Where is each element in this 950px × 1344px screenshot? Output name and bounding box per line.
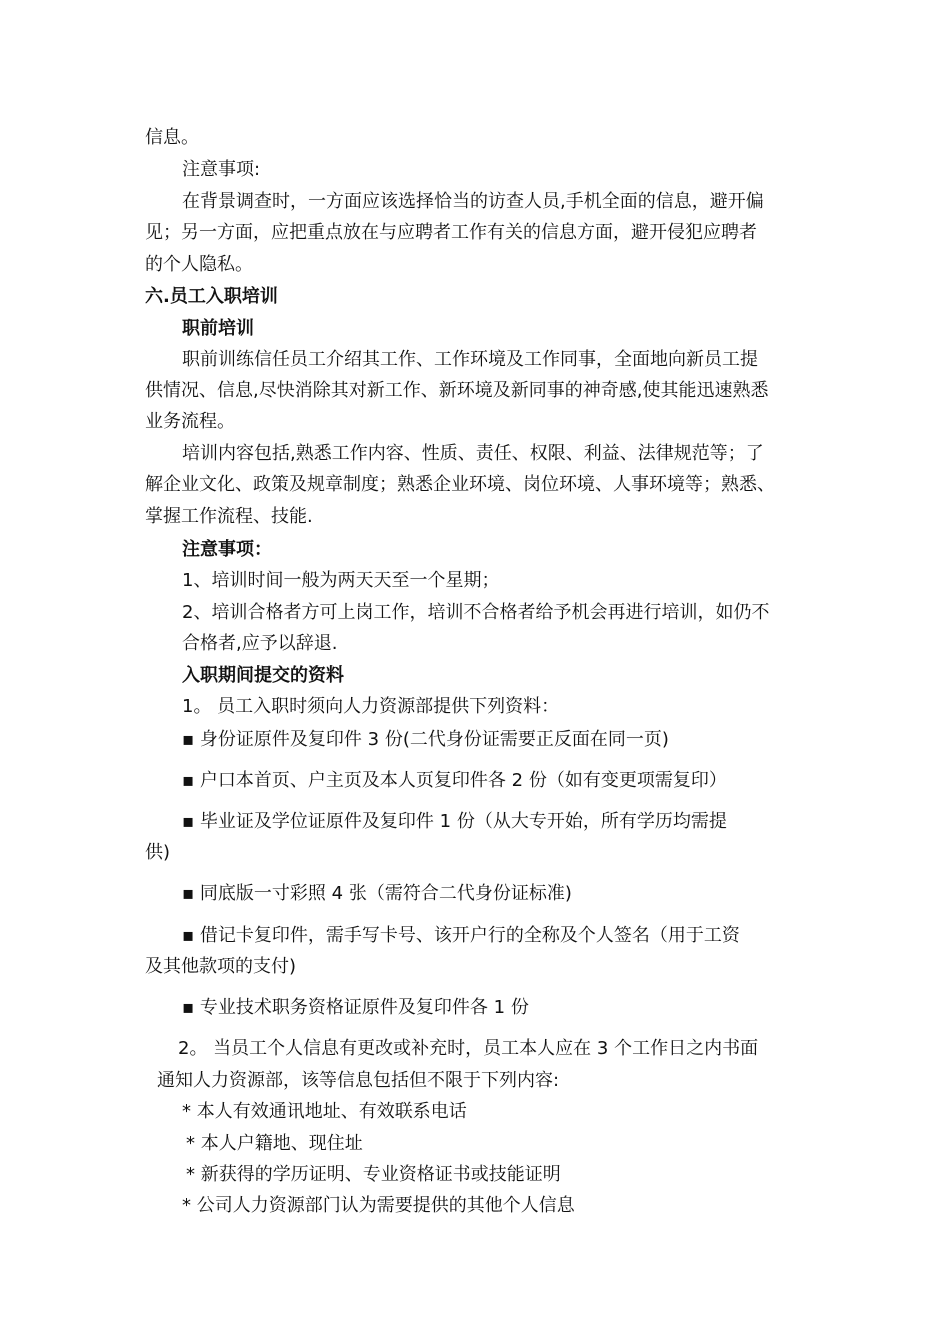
text-line: 培训内容包括,熟悉工作内容、性质、责任、权限、利益、法律规范等；了 xyxy=(182,443,764,464)
list-item: 1。 员工入职时须向人力资源部提供下列资料： xyxy=(182,696,560,717)
text-line: 通知人力资源部，该等信息包括但不限于下列内容: xyxy=(157,1070,560,1091)
section-heading: 六.员工入职培训 xyxy=(145,286,278,307)
text-line: 见；另一方面，应把重点放在与应聘者工作有关的信息方面，避开侵犯应聘者 xyxy=(145,222,757,243)
text-line: 供情况、信息,尽快消除其对新工作、新环境及新同事的神奇感,使其能迅速熟悉 xyxy=(145,380,769,401)
bullet-item: ▪ 同底版一寸彩照 4 张（需符合二代身份证标准) xyxy=(182,883,572,904)
bullet-item: ▪ 身份证原件及复印件 3 份(二代身份证需要正反面在同一页) xyxy=(182,729,669,750)
star-item: * 本人户籍地、现住址 xyxy=(186,1133,363,1154)
text-line: 业务流程。 xyxy=(145,411,235,432)
text-line: 注意事项: xyxy=(182,159,261,180)
list-item: 2、培训合格者方可上岗工作，培训不合格者给予机会再进行培训，如仍不 xyxy=(182,602,770,623)
subsection-heading: 入职期间提交的资料 xyxy=(182,665,344,686)
text-line: 掌握工作流程、技能. xyxy=(145,506,313,527)
text-line: 解企业文化、政策及规章制度；熟悉企业环境、岗位环境、人事环境等；熟悉、 xyxy=(145,474,775,495)
text-line: 的个人隐私。 xyxy=(145,254,253,275)
text-line: 在背景调查时，一方面应该选择恰当的访查人员,手机全面的信息，避开偏 xyxy=(182,191,764,212)
text-line: 合格者,应予以辞退. xyxy=(182,633,338,654)
subsection-heading: 注意事项： xyxy=(182,539,272,560)
list-item: 2。 当员工个人信息有更改或补充时，员工本人应在 3 个工作日之内书面 xyxy=(178,1038,759,1059)
list-item: 1、培训时间一般为两天天至一个星期； xyxy=(182,570,500,591)
star-item: * 本人有效通讯地址、有效联系电话 xyxy=(182,1101,467,1122)
star-item: * 新获得的学历证明、专业资格证书或技能证明 xyxy=(186,1164,561,1185)
text-line: 供) xyxy=(145,842,171,863)
subsection-heading: 职前培训 xyxy=(182,318,254,339)
text-line: 职前训练信任员工介绍其工作、工作环境及工作同事，全面地向新员工提 xyxy=(182,349,758,370)
star-item: * 公司人力资源部门认为需要提供的其他个人信息 xyxy=(182,1195,575,1216)
bullet-item: ▪ 毕业证及学位证原件及复印件 1 份（从大专开始，所有学历均需提 xyxy=(182,811,727,832)
text-line: 及其他款项的支付) xyxy=(145,956,297,977)
text-line: 信息。 xyxy=(145,127,199,148)
bullet-item: ▪ 借记卡复印件，需手写卡号、该开户行的全称及个人签名（用于工资 xyxy=(182,925,740,946)
bullet-item: ▪ 户口本首页、户主页及本人页复印件各 2 份（如有变更项需复印） xyxy=(182,770,727,791)
bullet-item: ▪ 专业技术职务资格证原件及复印件各 1 份 xyxy=(182,997,529,1018)
